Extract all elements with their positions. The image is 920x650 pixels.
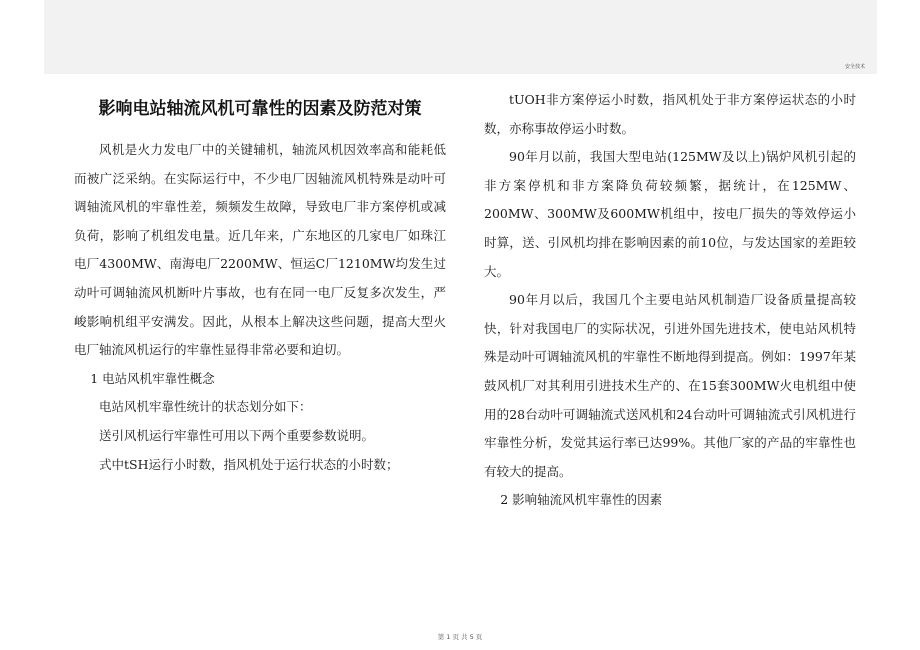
right-column xyxy=(484,86,856,515)
section-heading-2: 2 影响轴流风机牢靠性的因素 xyxy=(500,492,663,508)
document-title: 影响电站轴流风机可靠性的因素及防范对策 xyxy=(98,99,422,119)
paragraph-state-division: 电站风机牢靠性统计的状态划分如下： xyxy=(99,399,312,415)
paragraph-after-90s: 90年月以后，我国几个主要电站风机制造厂设备质量提高较快，针对我国电厂的实际状况，引进外国先进技术，使电站风机特殊是动叶可调轴流风机的牢靠性不断地得到提高。例如：1997年某鼓风机厂对其利用引进技术生产的、在15套300MW火电机组中使用的28台动叶可调轴流式送风机和24台动叶可调轴流式引风机进行牢靠性分析，发觉其运行率已达99%。其他厂家的产品的牢靠性也有较大的提高。 xyxy=(484,292,856,479)
page-footer: 第 1 页 共 5 页 xyxy=(437,633,483,641)
paragraph-tsh-definition: 式中tSH运行小时数，指风机处于运行状态的小时数； xyxy=(99,456,399,472)
intro-paragraph: 风机是火力发电厂中的关键辅机，轴流风机因效率高和能耗低而被广泛采纳。在实际运行中，不少电厂因轴流风机特殊是动叶可调轴流风机的牢靠性差，频频发生故障，导致电厂非方案停机或减负荷，影响了机组发电量。近几年来，广东地区的几家电厂如珠江电厂4300MW、南海电厂2200MW、恒运C厂1210MW均发生过动叶可调轴流风机断叶片事故，也有在同一电厂反复多次发生，严峻影响机组平安满发。因此，从根本上解决这些问题，提高大型火电厂轴流风机运行的牢靠性显得非常必要和迫切。 xyxy=(74,142,446,358)
section-heading-1: 1 电站风机牢靠性概念 xyxy=(90,370,215,386)
paragraph-before-90s: 90年月以前，我国大型电站(125MW及以上)锅炉风机引起的非方案停机和非方案降负荷较频繁，据统计，在125MW、200MW、300MW及600MW机组中，按电厂损失的等效停运小时算，送、引风机均排在影响因素的前10位，与发达国家的差距较大。 xyxy=(484,149,856,279)
left-column xyxy=(74,86,446,479)
paragraph-tuoh-definition: tUOH非方案停运小时数，指风机处于非方案停运状态的小时数，亦称事故停运小时数。 xyxy=(484,92,856,136)
page-header xyxy=(44,0,877,74)
paragraph-parameters: 送引风机运行牢靠性可用以下两个重要参数说明。 xyxy=(99,427,375,443)
header-tag: 安全技术 xyxy=(844,64,865,70)
